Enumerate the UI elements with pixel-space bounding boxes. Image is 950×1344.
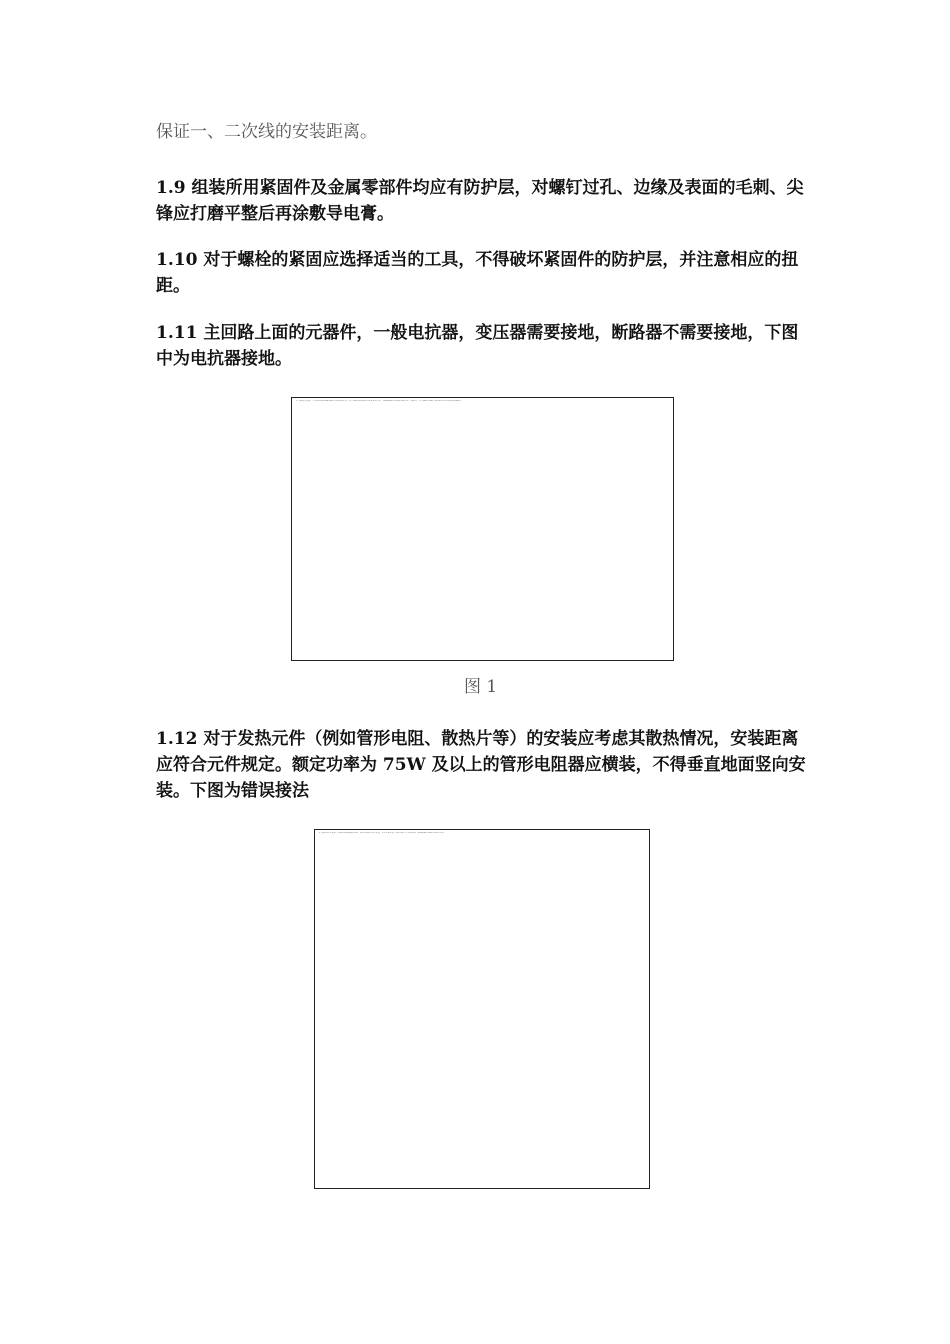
figure-1-frame [291,397,674,661]
section-number: 1.12 [156,729,198,749]
section-text: 对于螺栓的紧固应选择适当的工具，不得破坏紧固件的防护层，并注意相应的扭距。 [156,250,799,296]
figure-header-text: 2. 发热元件安装时，应留有足够的散热空间，管形电阻器应水平安装，不得竖直安装，以免引起上方元件过热，影响设备正常运行及使用寿命。 [319,832,446,834]
section-1-11 [156,320,806,372]
figure-2-frame [314,829,650,1189]
section-text: 对于发热元件（例如管形电阻、散热片等）的安装应考虑其散热情况，安装距离应符合元件规定。额定功率为 75W 及以上的管形电阻器应横装，不得垂直地面竖向安装。下图为错误接法 [156,729,806,801]
figure-1-caption: 图 1 [464,677,498,697]
section-number: 1.11 [156,323,198,343]
section-1-10 [156,247,806,299]
section-text: 组装所用紧固件及金属零部件均应有防护层，对螺钉过孔、边缘及表面的毛刺、尖锋应打磨平整后再涂敷导电膏。 [156,178,804,224]
figure-header-text: 1. 元器件安装时，不应使元器件承受机械应力和外部拉力，对于有极性的元器件应注意安装方向，引线弯曲处离元器件本体应有一定距离，且不得损伤引线，焊接时应防止元器件过热损坏。 [296,400,463,402]
section-1-12 [156,726,806,804]
section-1-9 [156,175,806,227]
intro-paragraph: 保证一、二次线的安装距离。 [156,122,377,142]
section-number: 1.9 [156,178,186,198]
section-number: 1.10 [156,250,198,270]
section-text: 主回路上面的元器件，一般电抗器，变压器需要接地，断路器不需要接地，下图中为电抗器接地。 [156,323,799,369]
